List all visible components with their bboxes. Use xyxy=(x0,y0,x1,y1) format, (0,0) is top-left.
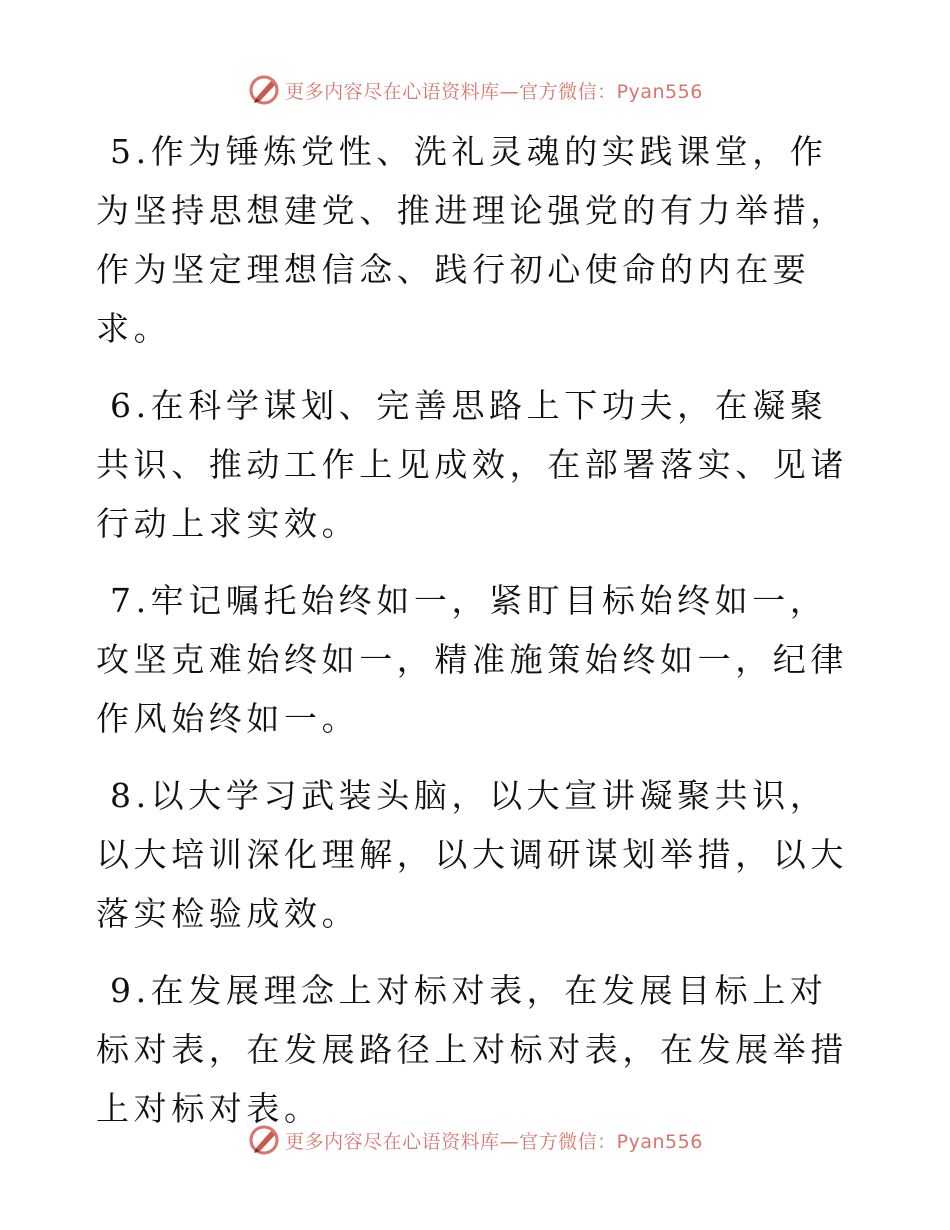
document-body xyxy=(96,122,856,1156)
watermark-text: 更多内容尽在心语资料库—官方微信：Pyan556 xyxy=(285,80,703,103)
pen-logo-icon xyxy=(247,1123,281,1157)
watermark-text: 更多内容尽在心语资料库—官方微信：Pyan556 xyxy=(285,1130,703,1153)
paragraph-9: 9.在发展理念上对标对表，在发展目标上对标对表，在发展路径上对标对表，在发展举措上对标对表。 xyxy=(96,971,848,1128)
paragraph-6: 6.在科学谋划、完善思路上下功夫，在凝聚共识、推动工作上见成效，在部署落实、见诸行动上求实效。 xyxy=(96,386,848,543)
paragraph-8: 8.以大学习武装头脑，以大宣讲凝聚共识，以大培训深化理解，以大调研谋划举措，以大落实检验成效。 xyxy=(96,776,848,933)
footer-watermark xyxy=(0,1120,950,1160)
header-watermark xyxy=(0,70,950,110)
paragraph-7: 7.牢记嘱托始终如一，紧盯目标始终如一，攻坚克难始终如一，精准施策始终如一，纪律作风始终如一。 xyxy=(96,581,848,738)
pen-logo-icon xyxy=(247,73,281,107)
paragraph-5: 5.作为锤炼党性、洗礼灵魂的实践课堂，作为坚持思想建党、推进理论强党的有力举措，作为坚定理想信念、践行初心使命的内在要求。 xyxy=(96,132,848,348)
